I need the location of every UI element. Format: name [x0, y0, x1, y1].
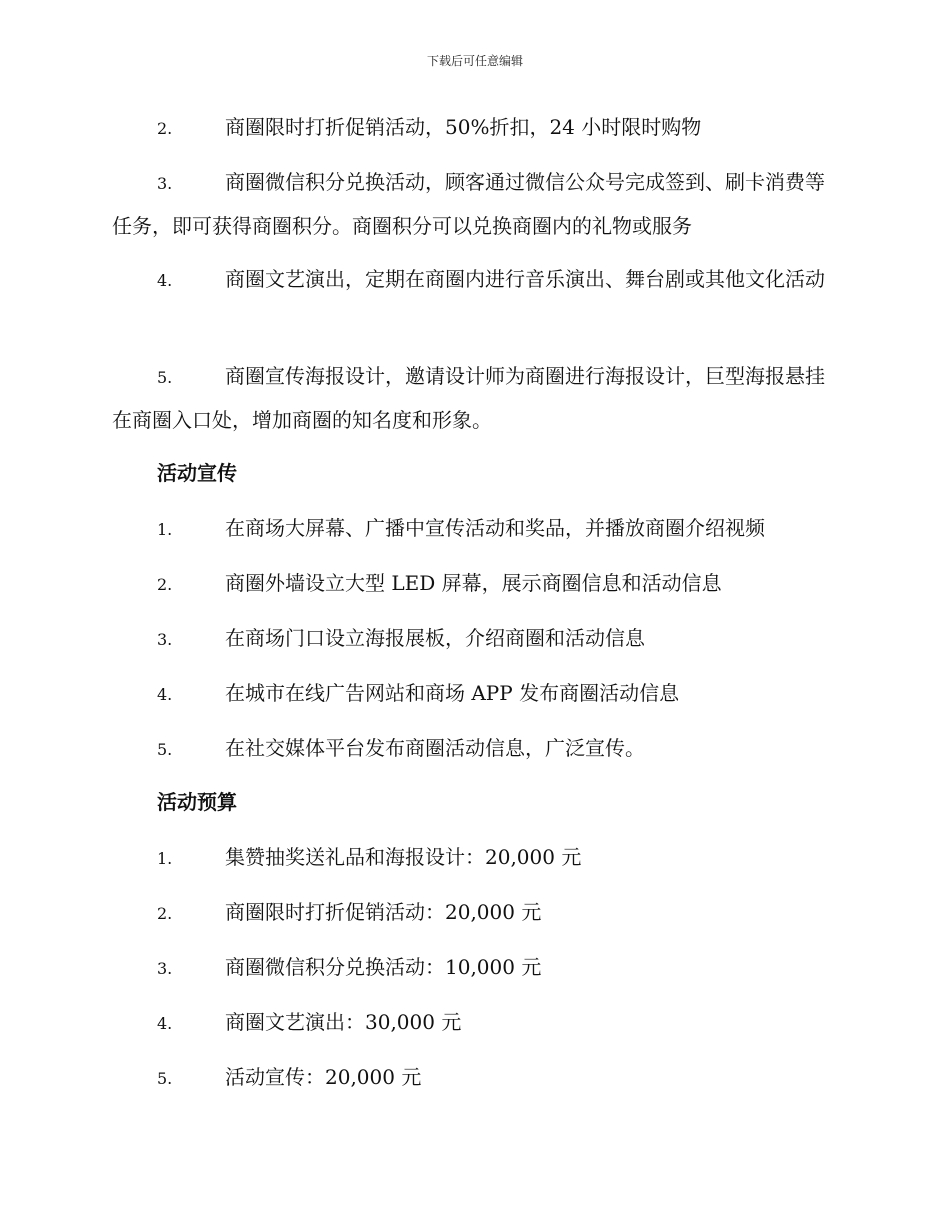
list-item — [112, 355, 832, 441]
list-number: 4. — [157, 271, 173, 290]
page-header: 下载后可任意编辑 — [426, 54, 523, 68]
list-item — [112, 727, 832, 771]
list-text: 在商场大屏幕、广播中宣传活动和奖品，并播放商圈介绍视频 — [225, 516, 765, 540]
list-text: 在商场门口设立海报展板，介绍商圈和活动信息 — [225, 626, 645, 650]
list-number: 3. — [157, 174, 173, 193]
list-text: 商圈外墙设立大型 LED 屏幕，展示商圈信息和活动信息 — [225, 571, 722, 595]
list-number: 4. — [157, 685, 173, 704]
list-number: 5. — [157, 1069, 173, 1088]
list-number: 4. — [157, 1014, 173, 1033]
list-text: 商圈微信积分兑换活动，顾客通过微信公众号完成签到、刷卡消费等任务，即可获得商圈积分。商圈积分可以兑换商圈内的礼物或服务 — [112, 170, 825, 238]
list-number: 2. — [157, 904, 173, 923]
list-item — [112, 1001, 832, 1045]
list-item — [112, 617, 832, 661]
list-item — [112, 161, 832, 247]
list-item — [112, 1056, 832, 1100]
list-item — [112, 507, 832, 551]
list-item — [112, 672, 832, 716]
list-number: 2. — [157, 575, 173, 594]
section-heading-promotion: 活动宣传 — [157, 461, 237, 485]
list-item — [112, 836, 832, 880]
list-text: 在城市在线广告网站和商场 APP 发布商圈活动信息 — [225, 681, 680, 705]
list-number: 5. — [157, 740, 173, 759]
list-text: 商圈文艺演出：30,000 元 — [225, 1010, 462, 1034]
list-text: 商圈文艺演出，定期在商圈内进行音乐演出、舞台剧或其他文化活动 — [225, 267, 825, 291]
list-number: 5. — [157, 368, 173, 387]
list-item — [112, 946, 832, 990]
list-text: 商圈限时打折促销活动：20,000 元 — [225, 900, 542, 924]
list-text: 在社交媒体平台发布商圈活动信息，广泛宣传。 — [225, 736, 645, 760]
list-text: 集赞抽奖送礼品和海报设计：20,000 元 — [225, 845, 582, 869]
list-number: 1. — [157, 849, 173, 868]
section-heading-budget: 活动预算 — [157, 790, 237, 814]
list-number: 2. — [157, 119, 173, 138]
list-number: 1. — [157, 520, 173, 539]
list-number: 3. — [157, 959, 173, 978]
list-item — [112, 258, 832, 302]
list-text: 商圈宣传海报设计，邀请设计师为商圈进行海报设计，巨型海报悬挂在商圈入口处，增加商圈的知名度和形象。 — [112, 364, 825, 432]
list-text: 商圈微信积分兑换活动：10,000 元 — [225, 955, 542, 979]
list-text: 活动宣传：20,000 元 — [225, 1065, 422, 1089]
list-item — [112, 106, 832, 150]
list-item — [112, 562, 832, 606]
list-text: 商圈限时打折促销活动，50%折扣，24 小时限时购物 — [225, 115, 702, 139]
list-item — [112, 891, 832, 935]
list-number: 3. — [157, 630, 173, 649]
